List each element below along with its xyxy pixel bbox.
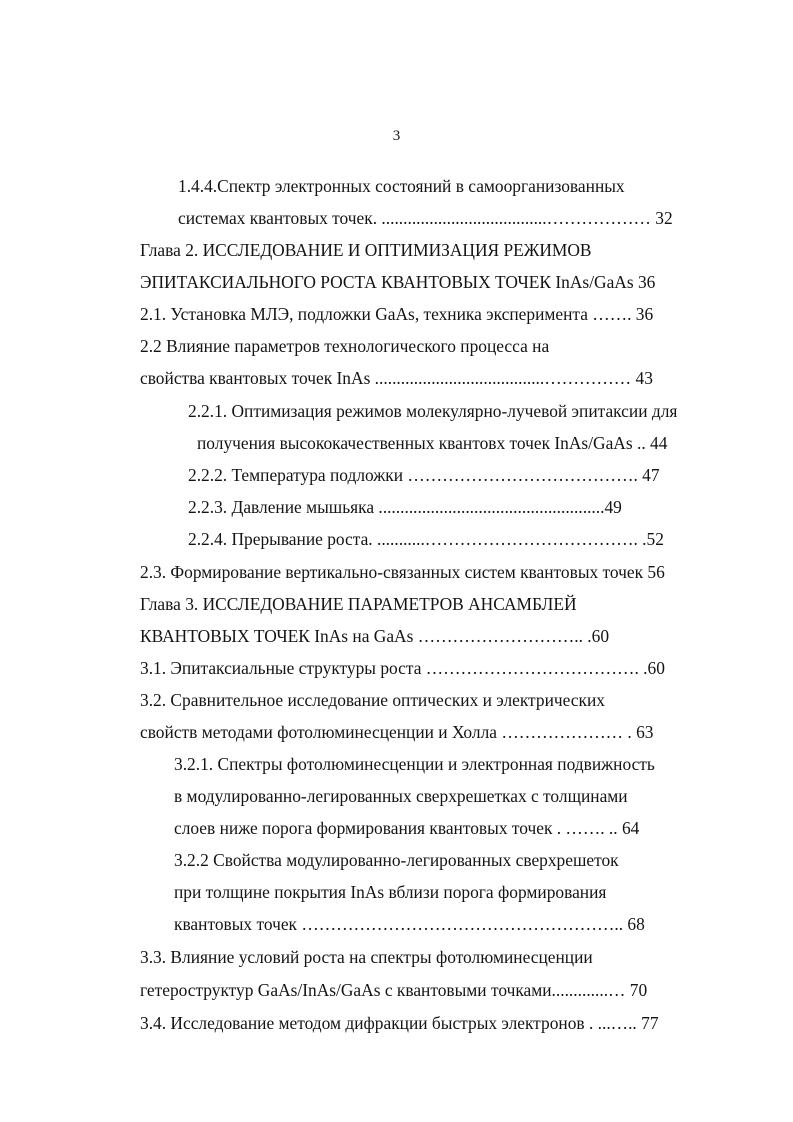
toc-entry-2-3: 2.3. Формирование вертикально-связанных систем квантовых точек 56 (140, 562, 665, 582)
toc-entry-2-2-cont: свойства квантовых точек InAs .......................................…………… 43 (140, 368, 653, 388)
page-number: 3 (392, 128, 401, 144)
toc-entry-2-1: 2.1. Установка МЛЭ, подложки GaAs, техника эксперимента ……. 36 (140, 304, 654, 324)
toc-entry-2-2: 2.2 Влияние параметров технологического процесса на (140, 336, 550, 356)
toc-entry-2-2-1-cont: получения высококачественных квантовх точек InAs/GaAs .. 44 (197, 433, 668, 453)
toc-entry-chapter-2: Глава 2. ИССЛЕДОВАНИЕ И ОПТИМИЗАЦИЯ РЕЖИМОВ (140, 240, 592, 260)
toc-entry-1-4-4: 1.4.4.Спектр электронных состояний в самоорганизованных (178, 176, 625, 196)
toc-entry-3-2-2-cont-2: квантовых точек ……………………………………………….. 68 (174, 914, 645, 934)
toc-entry-3-2-1: 3.2.1. Спектры фотолюминесценции и электронная подвижность (174, 754, 655, 774)
toc-entry-2-2-4: 2.2.4. Прерывание роста. ...........………………………………. .52 (188, 529, 664, 549)
toc-entry-2-2-2: 2.2.2. Температура подложки …………………………………. 47 (188, 465, 660, 485)
toc-entry-3-2-1-cont-1: в модулированно-легированных сверхрешетках с толщинами (174, 786, 628, 806)
toc-entry-3-2-1-cont-2: слоев ниже порога формирования квантовых точек . ……. .. 64 (174, 818, 640, 838)
toc-entry-3-2-2: 3.2.2 Свойства модулированно-легированных сверхрешеток (174, 850, 619, 870)
toc-entry-3-2-2-cont-1: при толщине покрытия InAs вблизи порога формирования (174, 882, 607, 902)
toc-entry-chapter-3: Глава 3. ИССЛЕДОВАНИЕ ПАРАМЕТРОВ АНСАМБЛЕЙ (140, 594, 577, 614)
toc-entry-3-3-cont: гетероструктур GaAs/InAs/GaAs с квантовыми точками.............… 70 (140, 980, 648, 1000)
toc-entry-3-3: 3.3. Влияние условий роста на спектры фотолюминесценции (140, 947, 593, 967)
toc-entry-3-2: 3.2. Сравнительное исследование оптических и электрических (140, 690, 605, 710)
toc-entry-chapter-2-cont: ЭПИТАКСИАЛЬНОГО РОСТА КВАНТОВЫХ ТОЧЕК InAs/GaAs 36 (140, 272, 656, 292)
toc-entry-3-1: 3.1. Эпитаксиальные структуры роста ………………………………. .60 (140, 658, 665, 678)
toc-entry-chapter-3-cont: КВАНТОВЫХ ТОЧЕК InAs на GaAs ……………………….. .60 (140, 626, 610, 646)
toc-entry-1-4-4-cont: системах квантовых точек. ......................................……………… 32 (178, 208, 673, 228)
toc-entry-2-2-1: 2.2.1. Оптимизация режимов молекулярно-лучевой эпитаксии для (188, 401, 678, 421)
toc-entry-2-2-3: 2.2.3. Давление мышьяка ....................................................49 (188, 497, 622, 517)
toc-entry-3-4: 3.4. Исследование методом дифракции быстрых электронов . ...….. 77 (140, 1013, 659, 1033)
toc-entry-3-2-cont: свойств методами фотолюминесценции и Холла ………………… . 63 (140, 722, 654, 742)
